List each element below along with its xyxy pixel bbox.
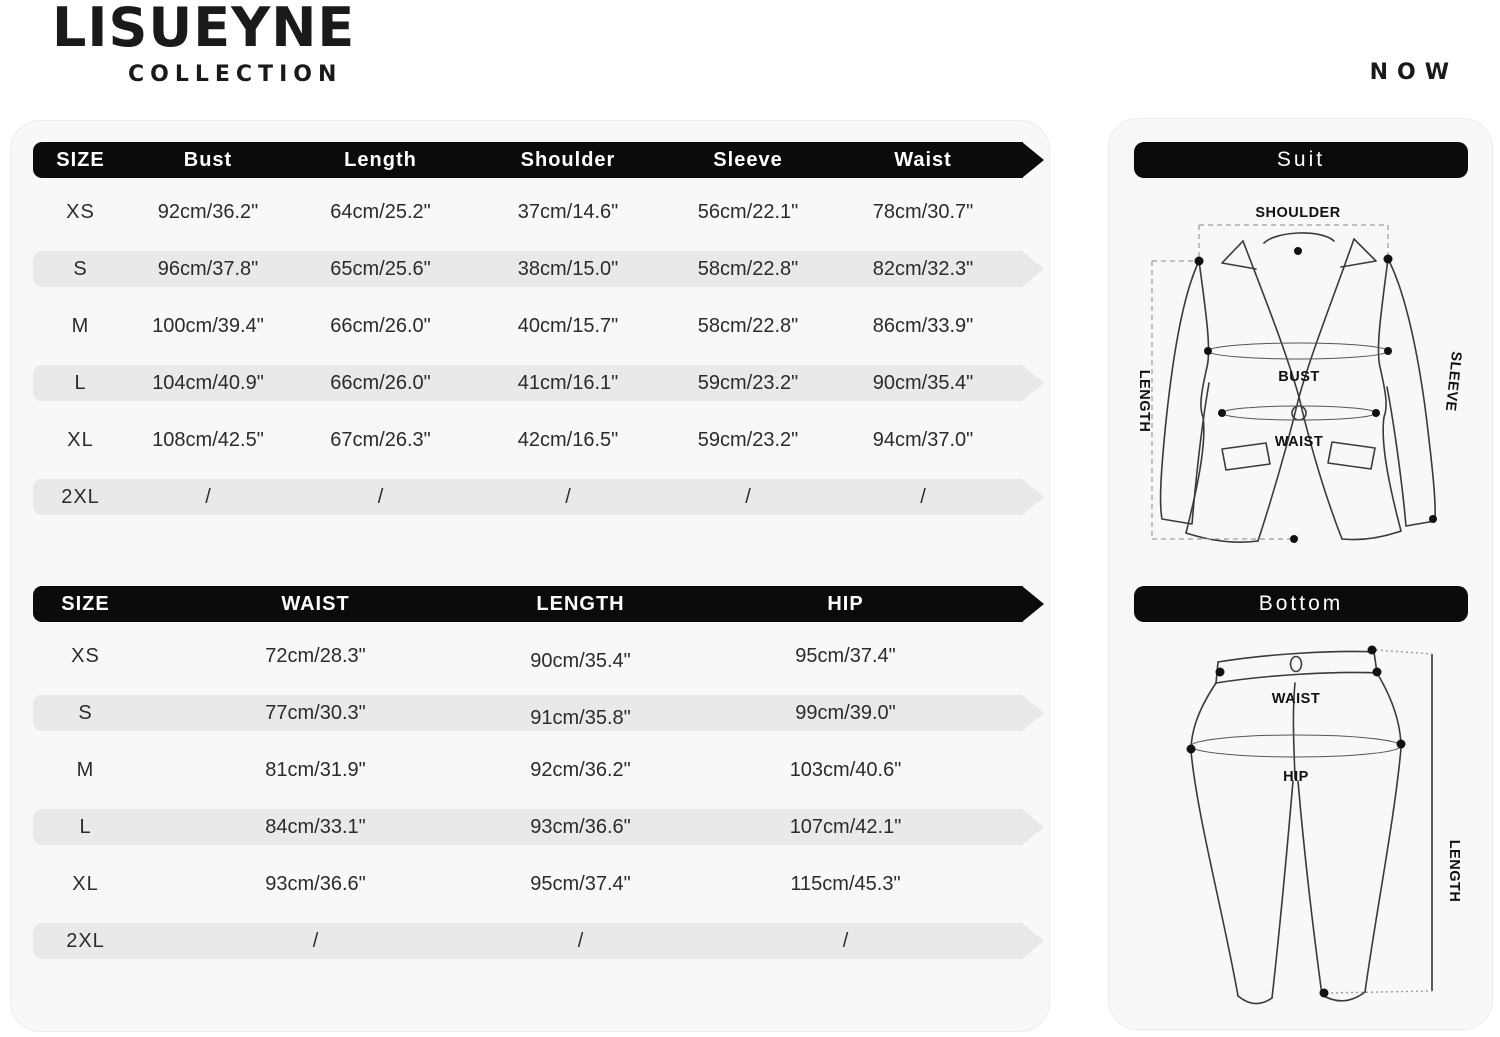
table-cell: 59cm/23.2" xyxy=(697,371,799,394)
table-row xyxy=(33,422,1023,458)
table-cell: 84cm/33.1" xyxy=(265,815,366,838)
length-label: LENGTH xyxy=(1446,839,1462,903)
length-label: LENGTH xyxy=(1136,369,1152,433)
table-cell: 90cm/35.4" xyxy=(872,371,974,394)
suit-diagram-title: Suit xyxy=(1134,142,1468,178)
table-cell: 42cm/16.5" xyxy=(517,428,619,451)
table-cell: 94cm/37.0" xyxy=(872,428,974,451)
table-cell: 56cm/22.1" xyxy=(697,200,799,223)
sleeve-label: SLEEVE xyxy=(1441,350,1465,413)
suit-diagram xyxy=(1136,201,1466,551)
table-row xyxy=(33,809,1023,845)
table-cell: 58cm/22.8" xyxy=(697,314,799,337)
brand-subtitle: COLLECTION xyxy=(128,62,343,87)
header-cell-hip: HIP xyxy=(827,592,864,615)
bottom-diagram-title: Bottom xyxy=(1134,586,1468,622)
table-row xyxy=(33,638,1023,674)
bottom-table-header xyxy=(33,586,1023,622)
brand-logo: LISUEYNE xyxy=(52,0,356,59)
table-cell: 82cm/32.3" xyxy=(872,257,974,280)
table-row xyxy=(33,923,1023,959)
table-cell: 99cm/39.0" xyxy=(795,701,896,724)
table-cell: 37cm/14.6" xyxy=(517,200,619,223)
size-label: M xyxy=(76,758,95,781)
header-cell-waist: Waist xyxy=(894,148,952,171)
table-cell: 58cm/22.8" xyxy=(697,257,799,280)
size-label: 2XL xyxy=(66,929,105,952)
shoulder-label: SHOULDER xyxy=(1255,205,1341,221)
header-cell-length: LENGTH xyxy=(536,592,625,615)
table-cell: / xyxy=(577,929,584,952)
table-cell: / xyxy=(377,485,384,508)
header-cell-sleeve: Sleeve xyxy=(713,148,783,171)
table-cell: 93cm/36.6" xyxy=(530,815,631,838)
header-cell-shoulder: Shoulder xyxy=(520,148,616,171)
table-cell: 86cm/33.9" xyxy=(872,314,974,337)
table-row xyxy=(33,308,1023,344)
diagram-card xyxy=(1108,118,1493,1030)
table-cell: 95cm/37.4" xyxy=(795,644,896,667)
jacket-drawing xyxy=(1161,233,1436,542)
table-cell: 92cm/36.2" xyxy=(157,200,259,223)
table-cell: 65cm/25.6" xyxy=(330,257,431,280)
hip-line xyxy=(1191,735,1401,757)
table-cell: / xyxy=(205,485,211,508)
size-label: 2XL xyxy=(61,485,100,508)
table-row xyxy=(33,479,1023,515)
suit-table-header xyxy=(33,142,1023,178)
table-cell: 90cm/35.4" xyxy=(530,649,631,672)
waist-label: WAIST xyxy=(1271,691,1321,707)
table-row xyxy=(33,866,1023,902)
table-cell: 95cm/37.4" xyxy=(530,872,631,895)
table-cell: / xyxy=(842,929,849,952)
size-label: XL xyxy=(72,872,99,895)
header-cell-length: Length xyxy=(344,148,417,171)
waist-label: WAIST xyxy=(1274,434,1324,450)
table-cell: / xyxy=(920,485,926,508)
table-cell: 100cm/39.4" xyxy=(152,314,264,337)
table-cell: 77cm/30.3" xyxy=(265,701,366,724)
table-cell: 81cm/31.9" xyxy=(265,758,366,781)
size-label: L xyxy=(74,371,87,394)
measure-dashes xyxy=(1326,650,1432,993)
table-cell: 103cm/40.6" xyxy=(789,758,902,781)
hip-label: HIP xyxy=(1283,769,1309,785)
size-label: M xyxy=(71,314,90,337)
table-gap xyxy=(11,536,1049,586)
table-cell: 66cm/26.0" xyxy=(330,314,431,337)
bust-label: BUST xyxy=(1278,369,1320,385)
size-chart-card xyxy=(10,120,1050,1032)
table-cell: 108cm/42.5" xyxy=(152,428,264,451)
table-row xyxy=(33,752,1023,788)
header-cell-bust: Bust xyxy=(183,148,233,171)
table-cell: 59cm/23.2" xyxy=(697,428,799,451)
table-cell: 40cm/15.7" xyxy=(517,314,619,337)
measure-dashes xyxy=(1152,225,1388,539)
size-label: XL xyxy=(67,428,94,451)
header-cell-size: SIZE xyxy=(56,148,105,171)
table-cell: 104cm/40.9" xyxy=(152,371,264,394)
table-cell: 115cm/45.3" xyxy=(790,872,901,895)
table-cell: 93cm/36.6" xyxy=(265,872,366,895)
table-row xyxy=(33,194,1023,230)
table-cell: 66cm/26.0" xyxy=(330,371,431,394)
size-label: S xyxy=(78,701,93,724)
table-cell: / xyxy=(565,485,571,508)
table-cell: 91cm/35.8" xyxy=(530,706,631,729)
bottom-diagram xyxy=(1136,641,1466,1021)
table-cell: 67cm/26.3" xyxy=(330,428,431,451)
table-cell: / xyxy=(745,485,751,508)
table-row xyxy=(33,365,1023,401)
table-row xyxy=(33,251,1023,287)
now-badge: NOW xyxy=(1369,60,1458,85)
size-label: XS xyxy=(71,644,100,667)
table-cell: 38cm/15.0" xyxy=(517,257,619,280)
table-cell: 78cm/30.7" xyxy=(872,200,974,223)
header-cell-size: SIZE xyxy=(61,592,110,615)
table-cell: 72cm/28.3" xyxy=(265,644,366,667)
size-label: XS xyxy=(66,200,95,223)
table-cell: 96cm/37.8" xyxy=(157,257,259,280)
table-cell: / xyxy=(312,929,319,952)
table-cell: 64cm/25.2" xyxy=(330,200,431,223)
size-label: L xyxy=(79,815,92,838)
table-row xyxy=(33,695,1023,731)
table-cell: 107cm/42.1" xyxy=(789,815,902,838)
size-label: S xyxy=(73,257,88,280)
header-cell-waist: WAIST xyxy=(281,592,350,615)
table-cell: 92cm/36.2" xyxy=(530,758,631,781)
table-cell: 41cm/16.1" xyxy=(517,371,619,394)
